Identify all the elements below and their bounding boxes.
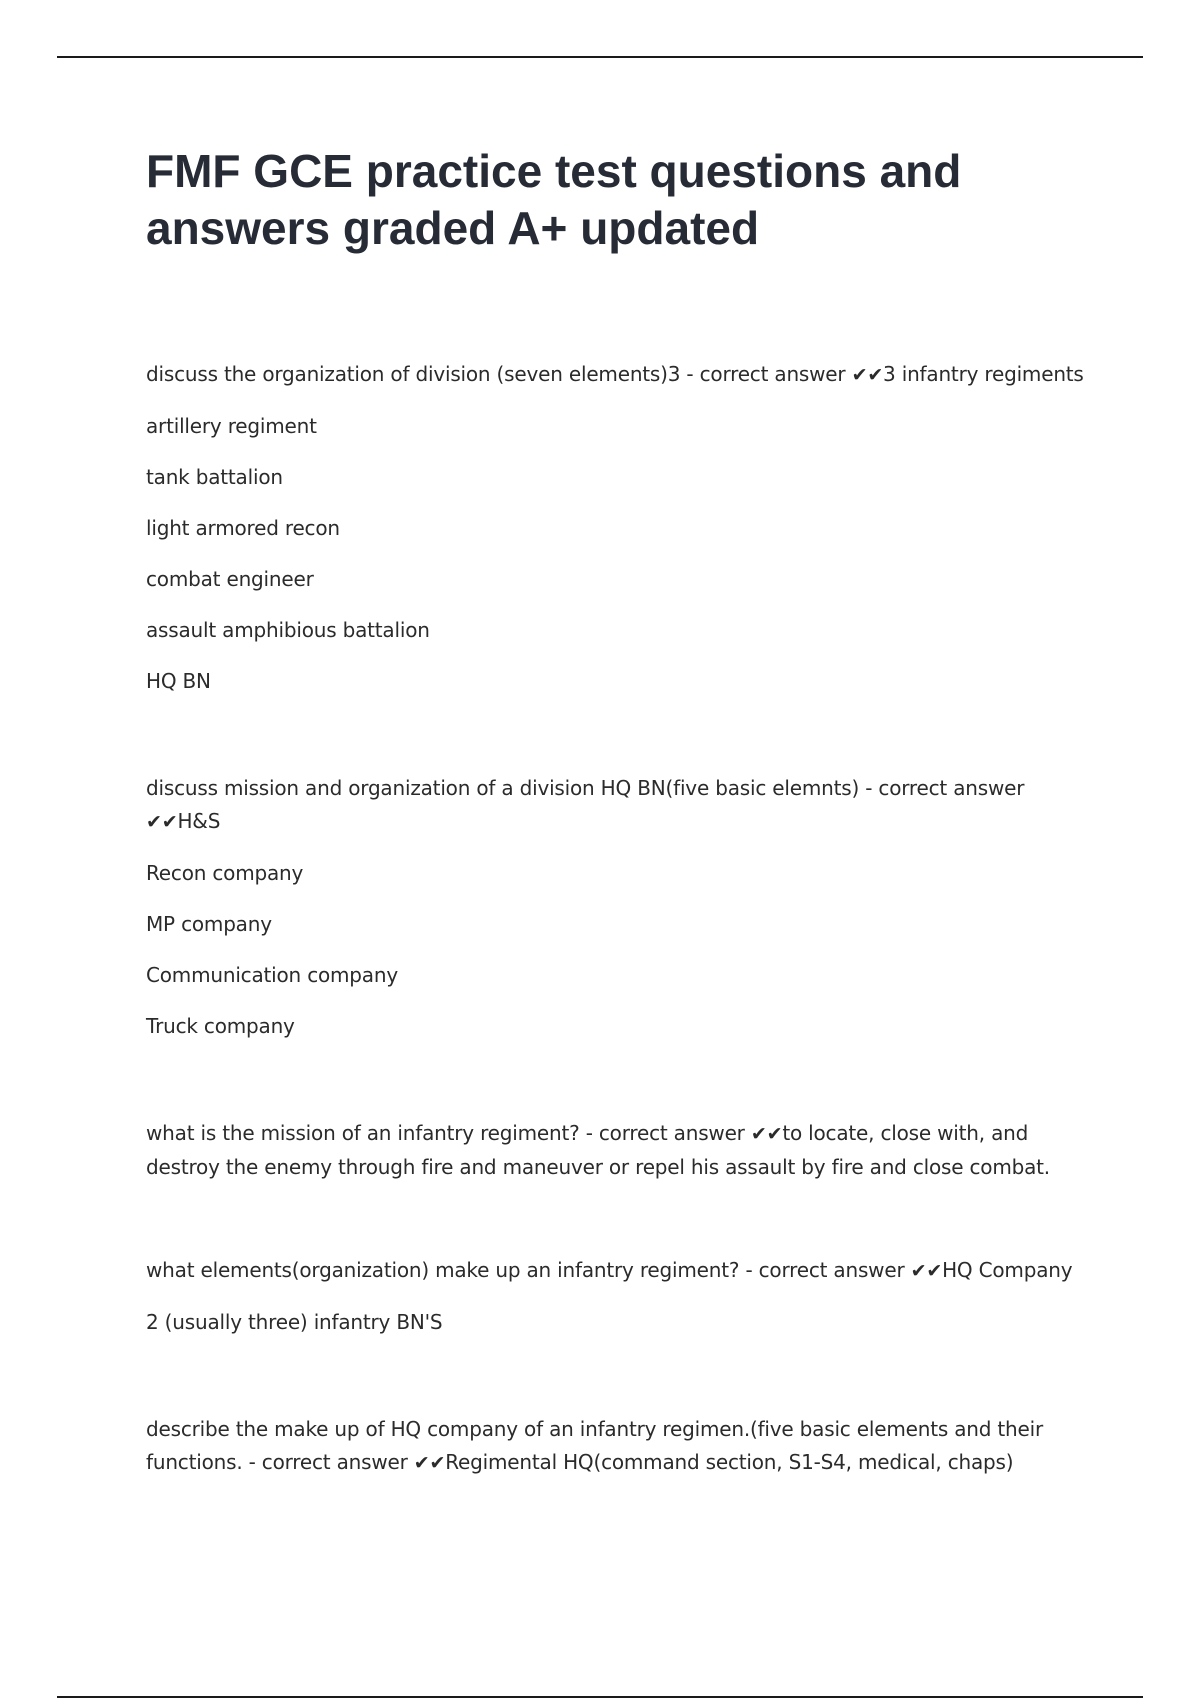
- qa-question-line: [146, 1117, 1096, 1184]
- answer-extra-line: artillery regiment: [146, 414, 317, 438]
- answer-extra-line: combat engineer: [146, 567, 314, 591]
- spacer: [146, 1202, 1096, 1254]
- answer-extra-line: Truck company: [146, 1014, 295, 1038]
- qa-question-line: [146, 358, 1096, 392]
- answer-text: 3 infantry regiments: [883, 362, 1084, 386]
- qa-item: [146, 1413, 1096, 1480]
- qa-item: [146, 1117, 1096, 1184]
- question-text: discuss mission and organization of a division HQ BN(five basic elemnts) - correct answer: [146, 776, 1025, 800]
- checkmark-icon: ✔✔: [750, 1123, 783, 1145]
- answer-extra-line: tank battalion: [146, 465, 283, 489]
- document-title: FMF GCE practice test questions and answers graded A+ updated: [146, 145, 962, 254]
- qa-item: [146, 772, 1096, 1043]
- question-text: what is the mission of an infantry regiment? - correct answer: [146, 1121, 751, 1145]
- spacer: [146, 1357, 1096, 1413]
- answer-extra-line: Recon company: [146, 861, 304, 885]
- qa-question-line: [146, 1254, 1096, 1288]
- qa-item: [146, 1254, 1096, 1339]
- question-text: describe the make up of HQ company of an infantry regimen.(five basic elements and their functions. - correct answer: [146, 1417, 1043, 1474]
- spacer: [146, 716, 1096, 772]
- question-text: what elements(organization) make up an infantry regiment? - correct answer: [146, 1258, 911, 1282]
- document-body: [146, 358, 1096, 1498]
- answer-text: to locate, close with, and destroy the enemy through fire and maneuver or repel his assault by fire and close combat.: [146, 1121, 1050, 1179]
- checkmark-icon: ✔✔: [851, 364, 884, 386]
- answer-extra-line: Communication company: [146, 963, 398, 987]
- answer-extra-line: light armored recon: [146, 516, 340, 540]
- answer-text: Regimental HQ(command section, S1-S4, medical, chaps): [445, 1450, 1014, 1474]
- qa-item: [146, 358, 1096, 698]
- spacer: [146, 1061, 1096, 1117]
- answer-text: H&S: [177, 809, 221, 833]
- answer-extra-line: MP company: [146, 912, 272, 936]
- top-rule: [57, 56, 1143, 58]
- question-text: discuss the organization of division (seven elements)3 - correct answer: [146, 362, 852, 386]
- checkmark-icon: ✔✔: [146, 811, 178, 833]
- answer-extra-line: HQ BN: [146, 669, 211, 693]
- qa-question-line: [146, 1413, 1096, 1480]
- bottom-rule: [57, 1696, 1143, 1698]
- answer-extra-line: assault amphibious battalion: [146, 618, 430, 642]
- answer-extra-line: 2 (usually three) infantry BN'S: [146, 1310, 443, 1334]
- checkmark-icon: ✔✔: [910, 1260, 943, 1282]
- checkmark-icon: ✔✔: [413, 1452, 446, 1474]
- qa-question-line: [146, 772, 1096, 839]
- answer-text: HQ Company: [942, 1258, 1073, 1282]
